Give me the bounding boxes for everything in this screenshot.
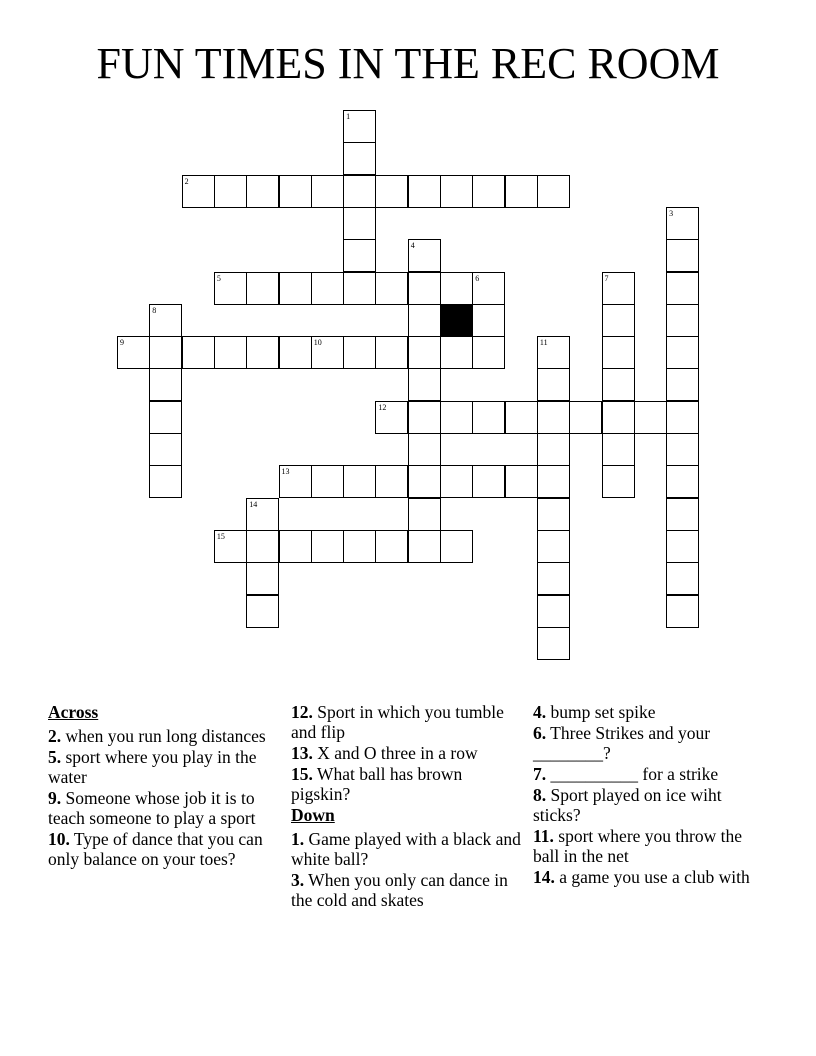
clue-number: 13. [291,743,313,763]
clue-text: __________ for a strike [546,764,719,784]
grid-cell[interactable] [375,530,408,563]
grid-cell[interactable] [279,175,312,208]
clue-number: 15. [291,764,313,784]
clue-text: Type of dance that you can only balance on your toes? [48,829,263,869]
grid-cell[interactable] [537,465,570,498]
cell-number: 12 [378,402,387,412]
grid-cell[interactable] [408,465,441,498]
grid-cell[interactable] [602,433,635,466]
grid-cell[interactable] [569,401,602,434]
clue-down-8 [533,785,765,825]
clue-down-1 [291,829,523,869]
grid-cell[interactable] [537,175,570,208]
grid-cell[interactable] [311,272,344,305]
grid-cell[interactable] [279,272,312,305]
grid-cell[interactable] [472,272,505,305]
clue-text: bump set spike [546,702,656,722]
block-cell [440,304,473,337]
grid-cell[interactable] [666,465,699,498]
clue-number: 1. [291,829,305,849]
grid-cell[interactable] [149,336,182,369]
grid-cell[interactable] [408,239,441,272]
grid-cell[interactable] [246,336,279,369]
grid-cell[interactable] [408,433,441,466]
grid-cell[interactable] [149,465,182,498]
clue-number: 9. [48,788,62,808]
grid-cell[interactable] [182,336,215,369]
clue-number: 4. [533,702,547,722]
grid-cell[interactable] [343,336,376,369]
grid-cell[interactable] [602,401,635,434]
grid-cell[interactable] [505,401,538,434]
cell-number: 1 [346,112,351,121]
grid-cell[interactable] [343,530,376,563]
grid-cell[interactable] [472,304,505,337]
grid-cell[interactable] [311,336,344,369]
grid-cell[interactable] [440,175,473,208]
cell-number: 13 [281,467,290,477]
grid-cell[interactable] [602,465,635,498]
grid-cell[interactable] [246,272,279,305]
clue-text: Sport in which you tumble and flip [291,702,504,742]
cell-number: 7 [604,273,609,283]
grid-cell[interactable] [666,530,699,563]
clue-number: 14. [533,867,555,887]
grid-cell[interactable] [246,595,279,628]
grid-cell[interactable] [602,368,635,401]
grid-cell[interactable] [602,336,635,369]
grid-cell[interactable] [375,175,408,208]
clue-down-6 [533,723,765,763]
cell-number: 9 [120,338,124,348]
grid-cell[interactable] [537,627,570,660]
grid-cell[interactable] [311,530,344,563]
clue-text: sport where you throw the ball in the net [533,826,743,866]
grid-cell[interactable] [440,530,473,563]
clue-number: 3. [291,870,305,890]
cell-number: 6 [475,273,480,283]
grid-cell[interactable] [666,498,699,531]
clue-number: 2. [48,726,62,746]
grid-cell[interactable] [666,433,699,466]
clues-column-3 [533,702,765,888]
grid-cell[interactable] [666,562,699,595]
grid-cell[interactable] [214,272,247,305]
clue-across-13 [291,743,523,763]
down-heading: Down [291,805,335,825]
grid-cell[interactable] [472,336,505,369]
cell-number: 10 [313,338,322,348]
grid-cell[interactable] [537,401,570,434]
clue-text: Someone whose job it is to teach someone to play a sport [48,788,256,828]
grid-cell[interactable] [634,401,667,434]
grid-cell[interactable] [440,465,473,498]
clue-across-15 [291,764,523,804]
grid-cell[interactable] [214,336,247,369]
grid-cell[interactable] [505,465,538,498]
clue-text: Sport played on ice wiht sticks? [533,785,722,825]
clue-text: a game you use a club with [554,867,750,887]
cell-number: 11 [539,338,548,348]
grid-cell[interactable] [343,175,376,208]
grid-cell[interactable] [408,175,441,208]
clue-number: 10. [48,829,70,849]
grid-cell[interactable] [375,272,408,305]
grid-cell[interactable] [666,595,699,628]
clue-across-10 [48,829,280,869]
grid-cell[interactable] [343,142,376,175]
clue-text: X and O three in a row [312,743,478,763]
grid-cell[interactable] [472,465,505,498]
clue-number: 12. [291,702,313,722]
grid-cell[interactable] [537,595,570,628]
grid-cell[interactable] [440,272,473,305]
grid-cell[interactable] [602,272,635,305]
cell-number: 14 [249,499,258,509]
grid-cell[interactable] [214,530,247,563]
grid-cell[interactable] [182,175,215,208]
grid-cell[interactable] [246,562,279,595]
puzzle-title: FUN TIMES IN THE REC ROOM [96,39,720,88]
grid-cell[interactable] [666,368,699,401]
grid-cell[interactable] [375,465,408,498]
clue-number: 11. [533,826,554,846]
grid-cell[interactable] [440,336,473,369]
clue-down-7 [533,764,765,784]
clue-text: What ball has brown pigskin? [291,764,463,804]
grid-cell[interactable] [279,465,312,498]
clue-number: 8. [533,785,547,805]
clue-down-4 [533,702,765,722]
grid-cell[interactable] [375,336,408,369]
cell-number: 3 [669,208,674,218]
grid-cell[interactable] [666,401,699,434]
grid-cell[interactable] [149,401,182,434]
grid-cell[interactable] [149,433,182,466]
grid-cell[interactable] [214,175,247,208]
grid-cell[interactable] [117,336,150,369]
clue-text: sport where you play in the water [48,747,257,787]
grid-cell[interactable] [149,304,182,337]
grid-cell[interactable] [666,272,699,305]
grid-cell[interactable] [537,336,570,369]
clue-across-2 [48,726,280,746]
grid-cell[interactable] [666,336,699,369]
grid-cell[interactable] [246,530,279,563]
clue-text: when you run long distances [61,726,266,746]
grid-cell[interactable] [505,175,538,208]
clue-across-5 [48,747,280,787]
clue-number: 6. [533,723,547,743]
clue-down-3 [291,870,523,910]
grid-cell[interactable] [537,368,570,401]
grid-cell[interactable] [311,465,344,498]
grid-cell[interactable] [343,110,376,143]
clues-column-1 [48,702,280,870]
grid-cell[interactable] [279,530,312,563]
grid-cell[interactable] [666,304,699,337]
cell-number: 2 [184,176,189,186]
grid-cell[interactable] [343,239,376,272]
cell-number: 15 [216,531,225,541]
grid-cell[interactable] [472,175,505,208]
grid-cell[interactable] [408,336,441,369]
grid-cell[interactable] [537,562,570,595]
clue-down-11 [533,826,765,866]
grid-cell[interactable] [666,207,699,240]
grid-cell[interactable] [311,175,344,208]
clue-text: Game played with a black and white ball? [291,829,521,869]
grid-cell[interactable] [375,401,408,434]
grid-cell[interactable] [343,272,376,305]
grid-cell[interactable] [537,433,570,466]
grid-cell[interactable] [408,272,441,305]
grid-cell[interactable] [408,304,441,337]
grid-cell[interactable] [408,368,441,401]
cell-number: 8 [152,305,157,315]
grid-cell[interactable] [343,207,376,240]
clue-number: 5. [48,747,62,767]
cell-number: 5 [216,273,221,283]
grid-cell[interactable] [440,401,473,434]
grid-cell[interactable] [343,465,376,498]
cell-number: 4 [410,241,415,251]
clue-text: When you only can dance in the cold and skates [291,870,508,910]
grid-cell[interactable] [472,401,505,434]
clue-number: 7. [533,764,547,784]
clue-across-12 [291,702,523,742]
grid-cell[interactable] [602,304,635,337]
clues-column-2 [291,702,523,911]
grid-cell[interactable] [408,498,441,531]
across-heading: Across [48,702,99,722]
grid-cell[interactable] [279,336,312,369]
grid-cell[interactable] [537,498,570,531]
clue-across-9 [48,788,280,828]
clue-down-14 [533,867,765,887]
grid-cell[interactable] [666,239,699,272]
grid-cell[interactable] [149,368,182,401]
grid-cell[interactable] [246,175,279,208]
grid-cell[interactable] [537,530,570,563]
grid-cell[interactable] [408,401,441,434]
clue-text: Three Strikes and your ________? [533,723,711,763]
grid-cell[interactable] [246,498,279,531]
grid-cell[interactable] [408,530,441,563]
